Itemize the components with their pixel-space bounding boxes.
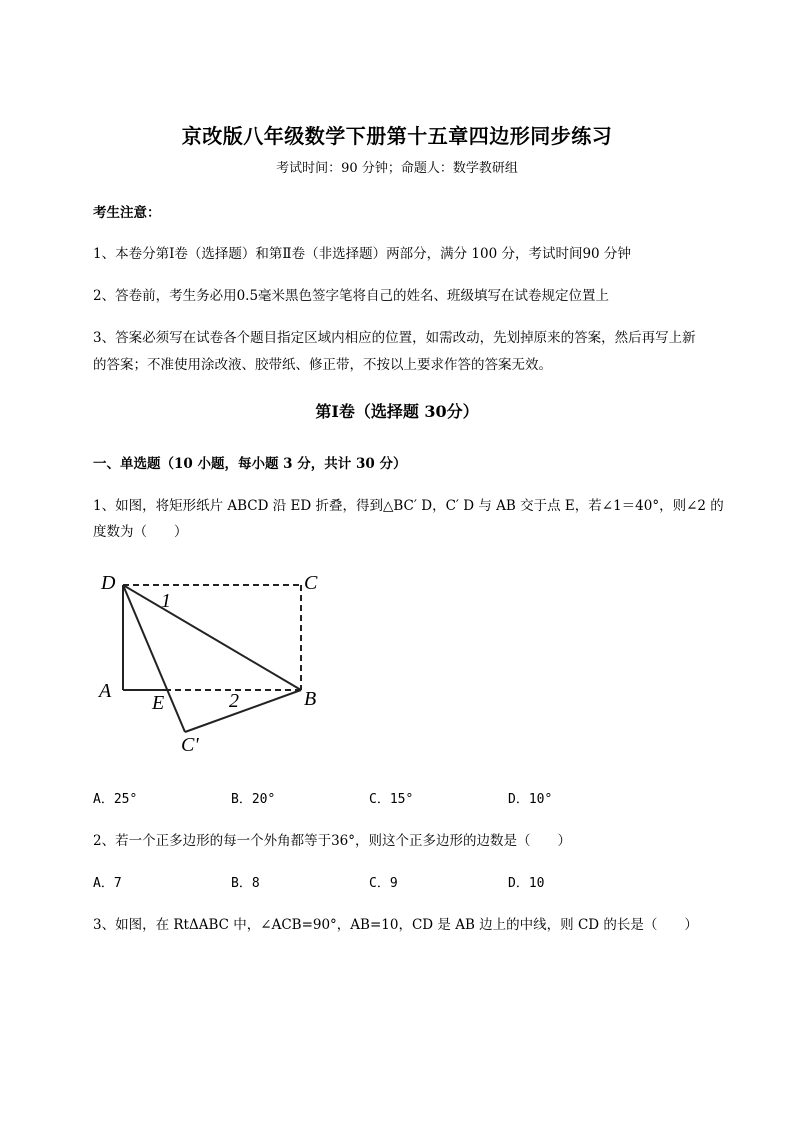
q1-option-a[interactable]: A．25° — [93, 792, 138, 807]
q1-option-d[interactable]: D．10° — [508, 792, 553, 807]
q2-option-a[interactable]: A．7 — [93, 876, 122, 891]
q1-option-b[interactable]: B．20° — [231, 792, 276, 807]
notice-item-1: 1、本卷分第Ⅰ卷（选择题）和第Ⅱ卷（非选择题）两部分，满分 100 分，考试时间90 分钟 — [93, 246, 631, 262]
notice-item-2: 2、答卷前，考生务必用0.5毫米黑色签字笔将自己的姓名、班级填写在试卷规定位置上 — [93, 288, 610, 304]
exam-info: 考试时间：90 分钟；命题人：数学教研组 — [276, 161, 518, 176]
page-title: 京改版八年级数学下册第十五章四边形同步练习 — [181, 124, 613, 148]
part-heading: 一、单选题（10 小题，每小题 3 分，共计 30 分） — [93, 456, 407, 472]
q2-option-b[interactable]: B．8 — [231, 876, 260, 891]
label-C: C — [304, 572, 318, 594]
label-A: A — [99, 680, 112, 702]
label-E: E — [152, 692, 165, 714]
label-angle-1: 1 — [161, 590, 171, 612]
q2-option-d[interactable]: D．10 — [508, 876, 545, 891]
label-B: B — [304, 688, 317, 710]
question-1-figure — [95, 565, 335, 755]
notice-item-3: 3、答案必须写在试卷各个题目指定区域内相应的位置，如需改动，先划掉原来的答案，然后再写上新 — [93, 330, 696, 346]
label-D: D — [101, 572, 116, 594]
section-title: 第Ⅰ卷（选择题 30分） — [315, 402, 479, 421]
label-angle-2: 2 — [229, 690, 239, 712]
question-1-stem-cont: 度数为（ ） — [93, 524, 188, 540]
question-3-stem: 3、如图，在 RtΔABC 中，∠ACB=90°，AB=10，CD 是 AB 边上的中线，则 CD 的长是（ ） — [93, 917, 698, 933]
notice-item-3-cont: 的答案；不准使用涂改液、胶带纸、修正带，不按以上要求作答的答案无效。 — [93, 357, 552, 373]
question-2-stem: 2、若一个正多边形的每一个外角都等于36°，则这个正多边形的边数是（ ） — [93, 833, 572, 849]
q1-option-c[interactable]: C．15° — [369, 792, 414, 807]
question-1-stem: 1、如图，将矩形纸片 ABCD 沿 ED 折叠，得到△BC′ D，C′ D 与 AB 交于点 E，若∠1＝40°，则∠2 的 — [93, 498, 724, 514]
edge-DB — [123, 585, 301, 690]
label-C-prime: C' — [181, 734, 199, 755]
notice-heading: 考生注意： — [93, 205, 161, 221]
edge-C-prime-B — [185, 690, 301, 732]
q2-option-c[interactable]: C．9 — [369, 876, 398, 891]
